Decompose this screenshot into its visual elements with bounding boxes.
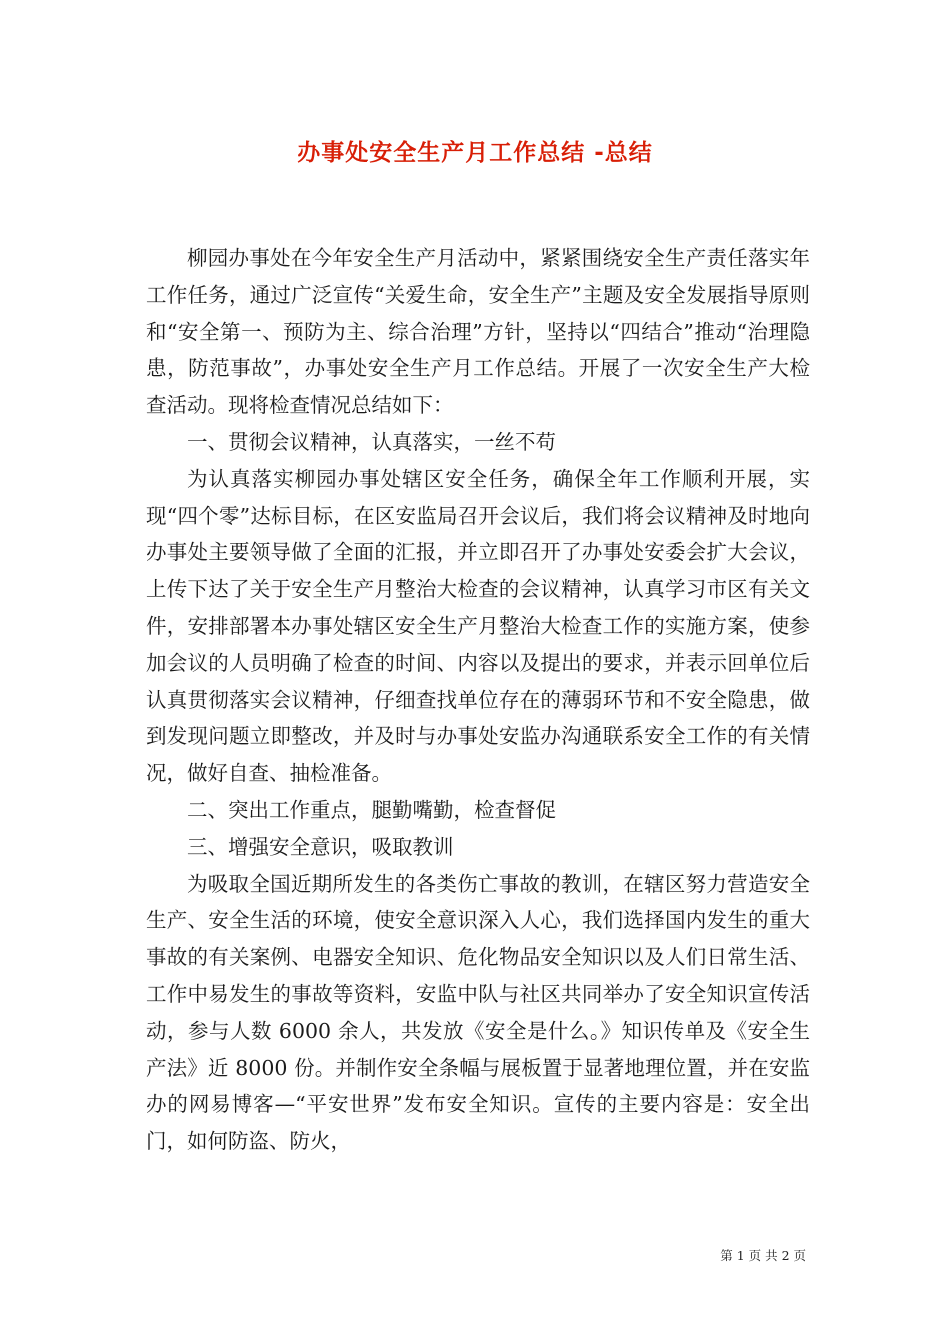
document-body — [146, 240, 810, 1160]
section-heading-2: 二、突出工作重点，腿勤嘴勤，检查督促 — [187, 797, 556, 822]
paragraph-section-3: 为吸取全国近期所发生的各类伤亡事故的教训，在辖区努力营造安全生产、安全生活的环境，使安全意识深入人心，我们选择国内发生的重大事故的有关案例、电器安全知识、危化物品安全知识以及人们日常生活、工作中易发生的事故等资料，安监中队与社区共同举办了安全知识宣传活动，参与人数 6000 余人，共发放《安全是什么。》知识传单及《安全生产法》近 8000 份。并制作安全条幅与展板置于显著地理位置，并在安监办的网易博客—“平安世界”发布安全知识。宣传的主要内容是：安全出门，如何防盗、防火， — [146, 871, 810, 1154]
section-heading-3: 三、增强安全意识，吸取教训 — [187, 834, 454, 859]
paragraph-intro: 柳园办事处在今年安全生产月活动中，紧紧围绕安全生产责任落实年工作任务，通过广泛宣传“关爱生命，安全生产”主题及安全发展指导原则和“安全第一、预防为主、综合治理”方针，坚持以“四结合”推动“治理隐患，防范事故”，办事处安全生产月工作总结。开展了一次安全生产大检查活动。现将检查情况总结如下： — [146, 246, 810, 418]
document-title: 办事处安全生产月工作总结 -总结 — [297, 140, 653, 166]
page-number: 第 1 页 共 2 页 — [720, 1248, 806, 1263]
section-heading-1: 一、贯彻会议精神，认真落实，一丝不苟 — [187, 429, 556, 454]
paragraph-section-1: 为认真落实柳园办事处辖区安全任务，确保全年工作顺利开展，实现“四个零”达标目标，在区安监局召开会议后，我们将会议精神及时地向办事处主要领导做了全面的汇报，并立即召开了办事处安委会扩大会议，上传下达了关于安全生产月整治大检查的会议精神，认真学习市区有关文件，安排部署本办事处辖区安全生产月整治大检查工作的实施方案，使参加会议的人员明确了检查的时间、内容以及提出的要求，并表示回单位后认真贯彻落实会议精神，仔细查找单位存在的薄弱环节和不安全隐患，做到发现问题立即整改，并及时与办事处安监办沟通联系安全工作的有关情况，做好自查、抽检准备。 — [146, 466, 810, 786]
